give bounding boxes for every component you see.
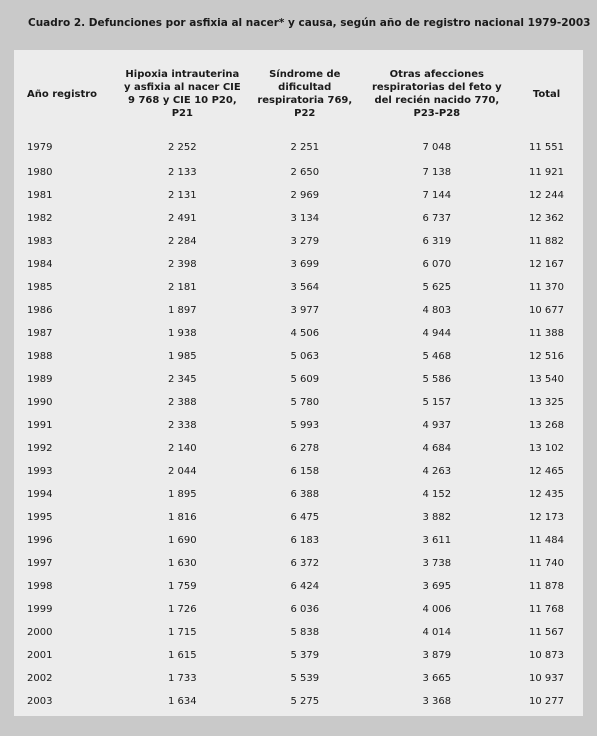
table-row <box>14 644 583 667</box>
cell-sindrome: 6 278 <box>290 443 320 454</box>
cell-hipoxia: 2 133 <box>168 167 197 178</box>
table-row <box>14 207 583 230</box>
cell-hipoxia: 1 897 <box>168 305 197 316</box>
cell-year: 1997 <box>27 558 53 569</box>
cell-total: 11 878 <box>529 581 565 592</box>
table-title: Cuadro 2. Defunciones por asfixia al nacer* y causa, según año de registro nacional 1979-2003 <box>28 17 591 29</box>
cell-year: 1998 <box>27 581 53 592</box>
cell-otras: 3 879 <box>422 650 452 661</box>
cell-total: 11 740 <box>529 558 565 569</box>
cell-sindrome: 6 158 <box>290 466 320 477</box>
cell-otras: 6 319 <box>422 236 452 247</box>
cell-year: 1979 <box>27 142 53 153</box>
cell-total: 11 484 <box>529 535 565 546</box>
table-row <box>14 483 583 506</box>
cell-hipoxia: 2 284 <box>168 236 197 247</box>
table-row <box>14 126 583 161</box>
cell-otras: 6 070 <box>422 259 452 270</box>
cell-year: 1992 <box>27 443 53 454</box>
cell-hipoxia: 2 181 <box>168 282 197 293</box>
table-row <box>14 276 583 299</box>
cell-hipoxia: 2 388 <box>168 397 197 408</box>
table-row <box>14 161 583 184</box>
cell-otras: 3 368 <box>422 696 452 707</box>
cell-sindrome: 4 506 <box>290 328 320 339</box>
table-row <box>14 529 583 552</box>
table-row <box>14 322 583 345</box>
cell-year: 1993 <box>27 466 53 477</box>
cell-otras: 7 048 <box>422 142 452 153</box>
cell-sindrome: 6 388 <box>290 489 320 500</box>
cell-otras: 4 014 <box>422 627 452 638</box>
cell-sindrome: 6 183 <box>290 535 320 546</box>
cell-sindrome: 5 993 <box>290 420 320 431</box>
cell-hipoxia: 1 816 <box>168 512 197 523</box>
cell-hipoxia: 2 252 <box>168 142 197 153</box>
cell-total: 10 937 <box>529 673 565 684</box>
cell-year: 1987 <box>27 328 53 339</box>
cell-year: 1990 <box>27 397 53 408</box>
cell-sindrome: 5 838 <box>290 627 320 638</box>
cell-year: 1982 <box>27 213 53 224</box>
table-row <box>14 253 583 276</box>
cell-total: 13 540 <box>529 374 565 385</box>
cell-sindrome: 5 379 <box>290 650 320 661</box>
cell-otras: 3 882 <box>422 512 452 523</box>
cell-hipoxia: 2 398 <box>168 259 197 270</box>
cell-year: 1996 <box>27 535 53 546</box>
cell-total: 11 882 <box>529 236 565 247</box>
cell-hipoxia: 1 985 <box>168 351 197 362</box>
cell-sindrome: 5 780 <box>290 397 320 408</box>
cell-sindrome: 2 650 <box>290 167 320 178</box>
column-header-year: Año registro <box>27 88 98 100</box>
table-row <box>14 621 583 644</box>
cell-hipoxia: 2 131 <box>168 190 197 201</box>
cell-sindrome: 6 424 <box>290 581 320 592</box>
cell-otras: 4 684 <box>422 443 452 454</box>
cell-year: 1986 <box>27 305 53 316</box>
table-row <box>14 598 583 621</box>
cell-hipoxia: 1 938 <box>168 328 197 339</box>
cell-hipoxia: 2 491 <box>168 213 197 224</box>
cell-year: 2003 <box>27 696 53 707</box>
column-header-sindrome: Síndrome de dificultad respiratoria 769, P22 <box>257 69 353 119</box>
table-row <box>14 667 583 690</box>
header-row <box>14 62 583 126</box>
cell-sindrome: 3 279 <box>290 236 320 247</box>
cell-otras: 4 152 <box>422 489 452 500</box>
cell-sindrome: 6 036 <box>290 604 320 615</box>
table-row <box>14 460 583 483</box>
table-row <box>14 414 583 437</box>
cell-otras: 3 695 <box>422 581 452 592</box>
table-panel <box>14 50 583 716</box>
cell-sindrome: 5 275 <box>290 696 320 707</box>
table-row <box>14 391 583 414</box>
cell-year: 1985 <box>27 282 53 293</box>
cell-hipoxia: 1 615 <box>168 650 197 661</box>
cell-year: 1994 <box>27 489 53 500</box>
table-row <box>14 506 583 529</box>
cell-year: 1980 <box>27 167 53 178</box>
cell-otras: 4 263 <box>422 466 452 477</box>
cell-year: 1988 <box>27 351 53 362</box>
table-body <box>14 126 583 713</box>
table-row <box>14 345 583 368</box>
column-header-total: Total <box>532 88 561 100</box>
cell-total: 10 677 <box>529 305 565 316</box>
cell-otras: 3 665 <box>422 673 452 684</box>
cell-otras: 5 157 <box>422 397 452 408</box>
cell-year: 2001 <box>27 650 53 661</box>
cell-total: 12 173 <box>529 512 565 523</box>
data-table <box>14 62 583 713</box>
column-header-otras: Otras afecciones respiratorias del feto y del recién nacido 770, P23-P28 <box>371 69 502 119</box>
cell-otras: 7 144 <box>422 190 452 201</box>
table-row <box>14 299 583 322</box>
cell-sindrome: 3 134 <box>290 213 320 224</box>
cell-otras: 4 937 <box>422 420 452 431</box>
cell-hipoxia: 1 634 <box>168 696 197 707</box>
table-row <box>14 230 583 253</box>
cell-otras: 7 138 <box>422 167 452 178</box>
cell-total: 13 102 <box>529 443 565 454</box>
cell-hipoxia: 1 759 <box>168 581 197 592</box>
cell-total: 13 268 <box>529 420 565 431</box>
cell-year: 1983 <box>27 236 53 247</box>
cell-total: 11 921 <box>529 167 565 178</box>
cell-hipoxia: 1 726 <box>168 604 197 615</box>
cell-sindrome: 5 609 <box>290 374 320 385</box>
cell-year: 1984 <box>27 259 53 270</box>
cell-year: 1991 <box>27 420 53 431</box>
column-header-hipoxia: Hipoxia intrauterina y asfixia al nacer CIE 9 768 y CIE 10 P20, P21 <box>123 69 241 119</box>
cell-year: 2000 <box>27 627 53 638</box>
cell-total: 11 370 <box>529 282 565 293</box>
cell-year: 1999 <box>27 604 53 615</box>
cell-hipoxia: 2 044 <box>168 466 197 477</box>
cell-otras: 5 586 <box>422 374 452 385</box>
cell-sindrome: 3 699 <box>290 259 320 270</box>
cell-year: 2002 <box>27 673 53 684</box>
cell-otras: 4 006 <box>422 604 452 615</box>
cell-total: 12 465 <box>529 466 565 477</box>
cell-hipoxia: 1 690 <box>168 535 197 546</box>
cell-total: 12 516 <box>529 351 565 362</box>
cell-hipoxia: 1 630 <box>168 558 197 569</box>
cell-total: 10 873 <box>529 650 565 661</box>
cell-sindrome: 6 475 <box>290 512 320 523</box>
table-row <box>14 552 583 575</box>
cell-year: 1989 <box>27 374 53 385</box>
cell-total: 11 388 <box>529 328 565 339</box>
cell-hipoxia: 2 338 <box>168 420 197 431</box>
cell-sindrome: 2 251 <box>290 142 320 153</box>
cell-hipoxia: 2 140 <box>168 443 197 454</box>
cell-sindrome: 3 564 <box>290 282 320 293</box>
cell-total: 12 362 <box>529 213 565 224</box>
cell-total: 11 551 <box>529 142 565 153</box>
cell-total: 12 244 <box>529 190 565 201</box>
table-row <box>14 575 583 598</box>
cell-hipoxia: 1 895 <box>168 489 197 500</box>
cell-otras: 4 944 <box>422 328 452 339</box>
cell-total: 12 167 <box>529 259 565 270</box>
cell-sindrome: 5 063 <box>290 351 320 362</box>
cell-sindrome: 2 969 <box>290 190 320 201</box>
cell-sindrome: 6 372 <box>290 558 320 569</box>
cell-otras: 5 468 <box>422 351 452 362</box>
cell-hipoxia: 1 733 <box>168 673 197 684</box>
table-row <box>14 368 583 391</box>
table-row <box>14 437 583 460</box>
cell-hipoxia: 2 345 <box>168 374 197 385</box>
cell-otras: 4 803 <box>422 305 452 316</box>
cell-total: 12 435 <box>529 489 565 500</box>
cell-sindrome: 3 977 <box>290 305 320 316</box>
cell-total: 11 567 <box>529 627 565 638</box>
cell-otras: 6 737 <box>422 213 452 224</box>
cell-sindrome: 5 539 <box>290 673 320 684</box>
cell-total: 10 277 <box>529 696 565 707</box>
cell-otras: 5 625 <box>422 282 452 293</box>
cell-total: 11 768 <box>529 604 565 615</box>
cell-total: 13 325 <box>529 397 565 408</box>
table-row <box>14 184 583 207</box>
cell-year: 1995 <box>27 512 53 523</box>
cell-year: 1981 <box>27 190 53 201</box>
cell-otras: 3 611 <box>422 535 452 546</box>
table-row <box>14 690 583 713</box>
cell-hipoxia: 1 715 <box>168 627 197 638</box>
cell-otras: 3 738 <box>422 558 452 569</box>
